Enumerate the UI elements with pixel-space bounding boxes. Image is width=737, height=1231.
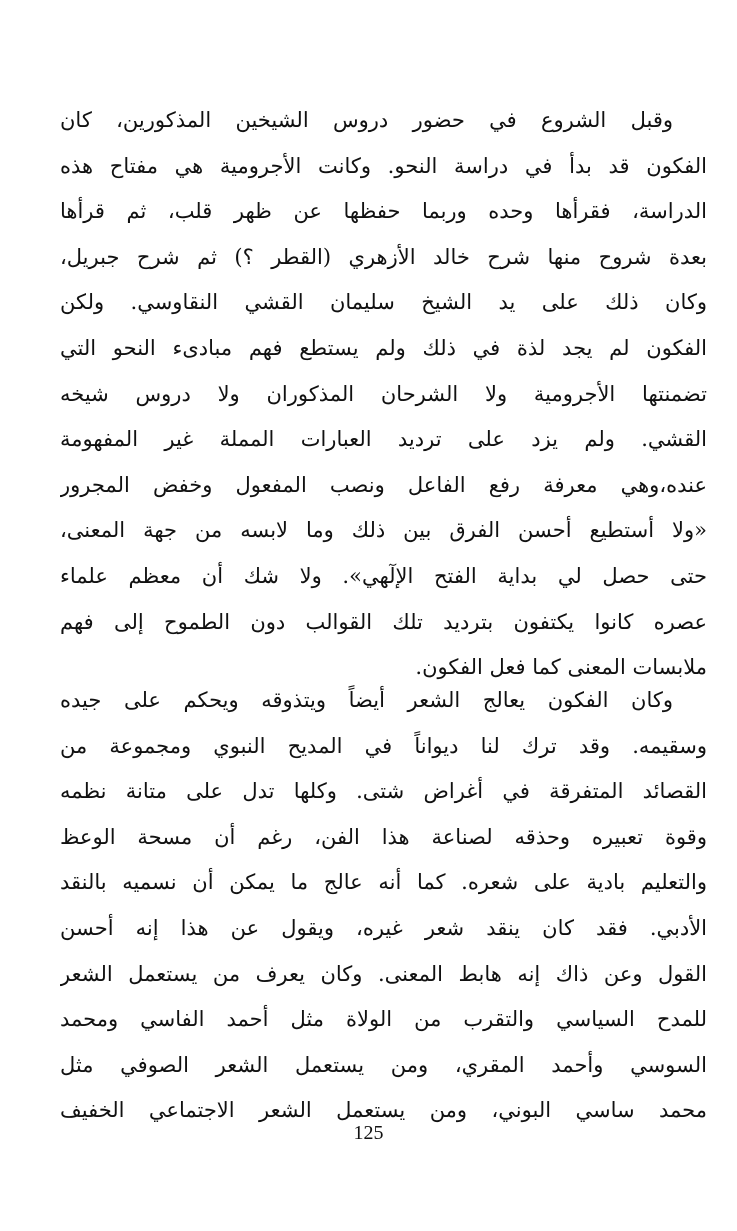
paragraph-1 <box>60 98 707 691</box>
page-number: 125 <box>353 1122 384 1144</box>
text-line: القصائد المتفرقة في أغراض شتى. وكلها تدل على متانة نظمه <box>60 779 707 804</box>
text-line: الفكون لم يجد لذة في ذلك ولم يستطع فهم مبادىء النحو التي <box>60 335 707 360</box>
text-line: عصره كانوا يكتفون بترديد تلك القوالب دون الطموح إلى فهم <box>60 609 707 634</box>
text-line: محمد ساسي البوني، ومن يستعمل الشعر الاجتماعي الخفيف <box>60 1098 707 1123</box>
text-line: وسقيمه. وقد ترك لنا ديواناً في المديح النبوي ومجموعة من <box>60 733 707 758</box>
text-line: الأدبي. فقد كان ينقد شعر غيره، ويقول عن هذا إنه أحسن <box>60 915 707 940</box>
text-line: وكان الفكون يعالج الشعر أيضاً ويتذوقه ويحكم على جيده <box>60 688 673 712</box>
text-line: والتعليم بادية على شعره. كما أنه عالج ما يمكن أن نسميه بالنقد <box>60 870 707 895</box>
text-line: عنده،وهي معرفة رفع الفاعل ونصب المفعول وخفض المجرور <box>60 472 707 497</box>
text-line: السوسي وأحمد المقري، ومن يستعمل الشعر الصوفي مثل <box>60 1052 707 1077</box>
text-line: تضمنتها الأجرومية ولا الشرحان المذكوران ولا دروس شيخه <box>60 381 707 406</box>
text-line: القول وعن ذاك إنه هابط المعنى. وكان يعرف من يستعمل الشعر <box>60 961 707 986</box>
paragraph-2 <box>60 678 707 1134</box>
text-line: وقوة تعبيره وحذقه لصناعة هذا الفن، رغم أن مسحة الوعظ <box>60 824 707 849</box>
text-line: القشي. ولم يزد على ترديد العبارات المملة غير المفهومة <box>60 427 707 452</box>
text-line: للمدح السياسي والتقرب من الولاة مثل أحمد الفاسي ومحمد <box>60 1007 707 1032</box>
text-line: الدراسة، فقرأها وحده وربما حفظها عن ظهر قلب، ثم قرأها <box>60 199 707 224</box>
text-line: بعدة شروح منها شرح خالد الأزهري (القطر ؟) ثم شرح جبريل، <box>60 244 707 269</box>
text-line: حتى حصل لي بداية الفتح الإلٓهي». ولا شك أن معظم علماء <box>60 563 707 588</box>
text-line: ملابسات المعنى كما فعل الفكون. <box>415 655 707 680</box>
text-line: وكان ذلك على يد الشيخ سليمان القشي النقاوسي. ولكن <box>60 290 707 315</box>
text-line: «ولا أستطيع أحسن الفرق بين ذلك وما لابسه من جهة المعنى، <box>60 518 707 543</box>
text-line: وقبل الشروع في حضور دروس الشيخين المذكورين، كان <box>60 108 673 132</box>
text-line: الفكون قد بدأ في دراسة النحو. وكانت الأجرومية هي مفتاح هذه <box>60 153 707 178</box>
